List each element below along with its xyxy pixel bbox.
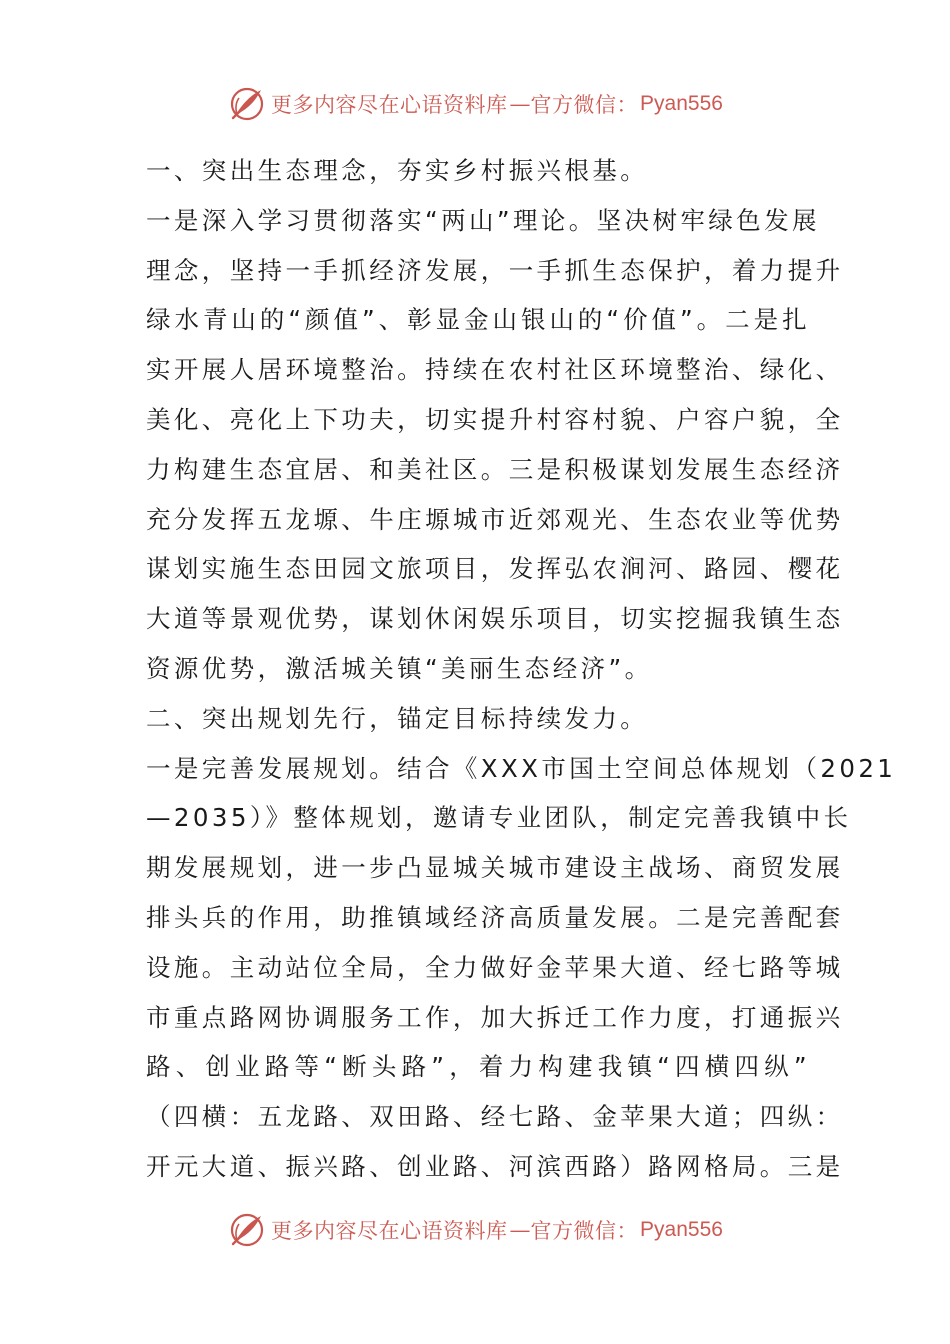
feather-logo-icon: [227, 84, 267, 124]
text-line: —2035）》整体规划，邀请专业团队，制定完善我镇中长: [146, 803, 852, 833]
watermark-separator: —: [509, 92, 531, 116]
text-line: 谋划实施生态田园文旅项目，发挥弘农涧河、路园、樱花: [146, 554, 844, 584]
watermark-main-text: 更多内容尽在心语资料库: [271, 93, 508, 117]
document-body: [146, 146, 897, 1192]
paragraph: [146, 146, 810, 196]
footer-watermark: [0, 1208, 950, 1252]
text-line: 二、突出规划先行，锚定目标持续发力。: [146, 703, 649, 733]
paragraph: [146, 744, 897, 1192]
paragraph: [146, 694, 810, 744]
watermark-wechat-id: Pyan556: [640, 92, 723, 115]
text-line: 一、突出生态理念，夯实乡村振兴根基。: [146, 156, 649, 185]
feather-logo-icon: [227, 1210, 267, 1250]
text-line: 力构建生态宜居、和美社区。三是积极谋划发展生态经济: [146, 454, 844, 484]
text-line: 一是完善发展规划。结合《XXX市国土空间总体规划（2021: [146, 753, 897, 783]
text-line: 一是深入学习贯彻落实“两山”理论。坚决树牢绿色发展: [146, 205, 820, 235]
text-line: 开元大道、振兴路、创业路、河滨西路）路网格局。三是: [146, 1151, 844, 1181]
text-line: 绿水青山的“颜值”、彰显金山银山的“价值”。二是扎: [146, 305, 810, 335]
text-line: 大道等景观优势，谋划休闲娱乐项目，切实挖掘我镇生态: [146, 604, 844, 634]
text-line: 资源优势，激活城关镇“美丽生态经济”。: [146, 653, 653, 683]
text-line: 期发展规划，进一步凸显城关城市建设主战场、商贸发展: [146, 853, 844, 883]
text-line: 实开展人居环境整治。持续在农村社区环境整治、绿化、: [146, 355, 844, 385]
watermark-main-text: 更多内容尽在心语资料库: [271, 1219, 508, 1243]
watermark-separator: —: [509, 1218, 531, 1242]
text-line: （四横：五龙路、双田路、经七路、金苹果大道；四纵：: [146, 1102, 844, 1132]
watermark-label: 官方微信：: [530, 1219, 639, 1243]
text-line: 排头兵的作用，助推镇域经济高质量发展。二是完善配套: [146, 902, 844, 932]
text-line: 理念，坚持一手抓经济发展，一手抓生态保护，着力提升: [146, 255, 844, 285]
text-line: 充分发挥五龙塬、牛庄塬城市近郊观光、生态农业等优势: [146, 504, 844, 534]
watermark-label: 官方微信：: [530, 93, 639, 117]
watermark-wechat-id: Pyan556: [640, 1218, 723, 1241]
header-watermark: [0, 82, 950, 126]
text-line: 路、创业路等“断头路”，着力构建我镇“四横四纵”: [146, 1052, 810, 1082]
paragraph: [146, 196, 844, 694]
text-line: 美化、亮化上下功夫，切实提升村容村貌、户容户貌，全: [146, 404, 844, 434]
text-line: 市重点路网协调服务工作，加大拆迁工作力度，打通振兴: [146, 1002, 844, 1032]
text-line: 设施。主动站位全局，全力做好金苹果大道、经七路等城: [146, 952, 844, 982]
